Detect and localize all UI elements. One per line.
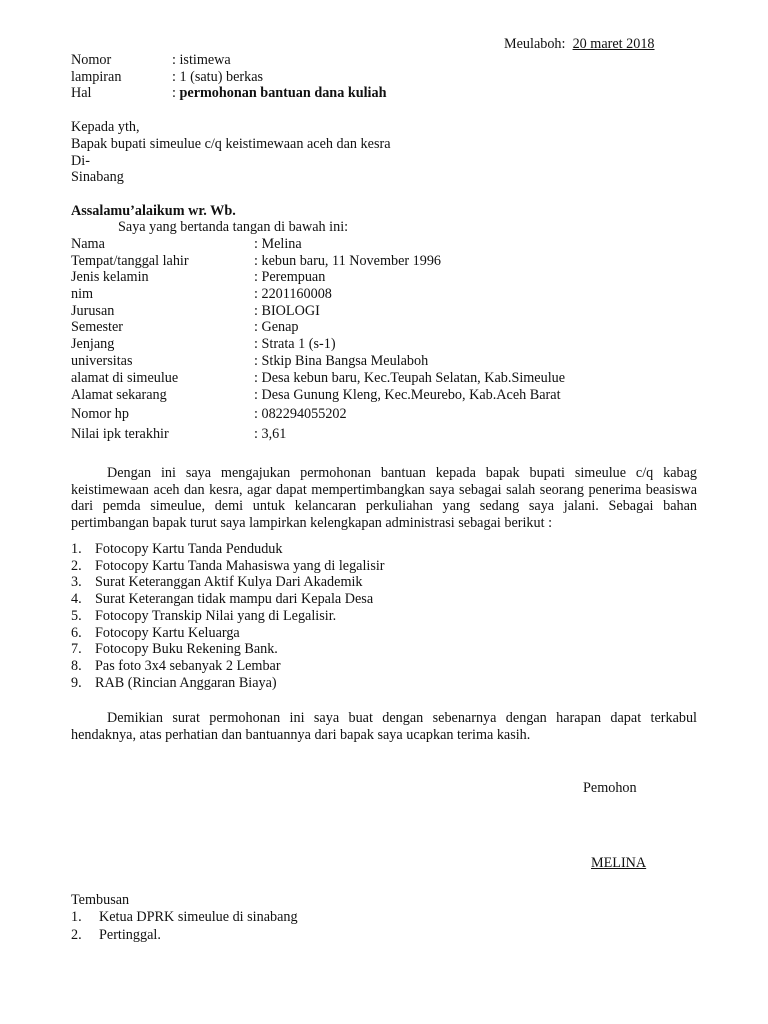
field-label: nim	[71, 286, 94, 302]
field-value: : Stkip Bina Bangsa Meulaboh	[254, 353, 429, 369]
list-number: 3.	[71, 574, 82, 590]
list-text: Fotocopy Kartu Keluarga	[95, 625, 240, 641]
hal-colon: :	[172, 85, 180, 101]
list-text: RAB (Rincian Anggaran Biaya)	[95, 675, 277, 691]
list-number: 2.	[71, 927, 82, 943]
list-text: Pas foto 3x4 sebanyak 2 Lembar	[95, 658, 281, 674]
field-value: : BIOLOGI	[254, 303, 320, 319]
field-value: : Desa Gunung Kleng, Kec.Meurebo, Kab.Aceh Barat	[254, 387, 561, 403]
lampiran-value: : 1 (satu) berkas	[172, 69, 264, 85]
list-number: 1.	[71, 541, 82, 557]
list-number: 4.	[71, 591, 82, 607]
recipient-line-4: Sinabang	[71, 169, 124, 185]
field-value: : kebun baru, 11 November 1996	[254, 253, 442, 269]
nomor-label: Nomor	[71, 52, 112, 68]
recipient-line-1: Kepada yth,	[71, 119, 140, 135]
hal-value	[172, 86, 387, 100]
list-text: Pertinggal.	[99, 927, 161, 943]
field-value: : 082294055202	[254, 406, 347, 422]
field-value: : Desa kebun baru, Kec.Teupah Selatan, Kab.Simeulue	[254, 370, 566, 386]
lampiran-label: lampiran	[71, 69, 122, 85]
recipient-line-3: Di-	[71, 153, 90, 169]
list-text: Ketua DPRK simeulue di sinabang	[99, 909, 298, 925]
list-text: Fotocopy Kartu Tanda Penduduk	[95, 541, 283, 557]
place-label: Meulaboh:	[504, 36, 566, 52]
field-label: Nomor hp	[71, 406, 129, 422]
field-value: : 2201160008	[254, 286, 332, 302]
greeting: Assalamu’alaikum wr. Wb.	[71, 203, 236, 219]
list-text: Surat Keteranggan Aktif Kulya Dari Akademik	[95, 574, 363, 590]
cc-title: Tembusan	[71, 892, 130, 908]
list-number: 2.	[71, 558, 82, 574]
field-label: Alamat sekarang	[71, 387, 167, 403]
nomor-value: : istimewa	[172, 52, 231, 68]
field-label: Jurusan	[71, 303, 115, 319]
field-value: : 3,61	[254, 426, 287, 442]
list-number: 9.	[71, 675, 82, 691]
hal-subject: permohonan bantuan dana kuliah	[179, 85, 387, 101]
field-label: universitas	[71, 353, 133, 369]
field-label: Tempat/tanggal lahir	[71, 253, 189, 269]
list-text: Fotocopy Buku Rekening Bank.	[95, 641, 278, 657]
field-label: Nama	[71, 236, 105, 252]
letter-date: 20 maret 2018	[572, 36, 655, 52]
list-number: 7.	[71, 641, 82, 657]
list-number: 6.	[71, 625, 82, 641]
list-text: Surat Keterangan tidak mampu dari Kepala Desa	[95, 591, 374, 607]
list-number: 8.	[71, 658, 82, 674]
field-label: Semester	[71, 319, 124, 335]
intro-line: Saya yang bertanda tangan di bawah ini:	[118, 219, 349, 235]
field-value: : Genap	[254, 319, 299, 335]
recipient-line-2: Bapak bupati simeulue c/q keistimewaan aceh dan kesra	[71, 136, 391, 152]
list-number: 5.	[71, 608, 82, 624]
list-text: Fotocopy Kartu Tanda Mahasiswa yang di legalisir	[95, 558, 385, 574]
field-label: Jenjang	[71, 336, 115, 352]
body-paragraph: Dengan ini saya mengajukan permohonan bantuan kepada bapak bupati simeulue c/q kabag keistimewaan aceh dan kesra, agar dapat mempertimbangkan saya sebagai salah seorang penerima beasiswa dari pemda simeulue, demi untuk kelancaran perkuliahan yang sedang saya jalani. Sebagai bahan pertimbangan bapak turut saya lampirkan kelengkapan administrasi sebagai berikut :	[71, 465, 697, 532]
signature-role: Pemohon	[583, 780, 637, 796]
field-value: : Strata 1 (s-1)	[254, 336, 336, 352]
field-label: Nilai ipk terakhir	[71, 426, 169, 442]
signature-name: MELINA	[591, 855, 647, 871]
hal-label: Hal	[71, 85, 92, 101]
field-label: Jenis kelamin	[71, 269, 149, 285]
place-date	[504, 37, 655, 51]
list-text: Fotocopy Transkip Nilai yang di Legalisir.	[95, 608, 337, 624]
field-value: : Melina	[254, 236, 302, 252]
field-label: alamat di simeulue	[71, 370, 179, 386]
list-number: 1.	[71, 909, 82, 925]
closing-paragraph: Demikian surat permohonan ini saya buat dengan sebenarnya dengan harapan dapat terkabul hendaknya, atas perhatian dan bantuannya dari bapak saya ucapkan terima kasih.	[71, 710, 697, 743]
field-value: : Perempuan	[254, 269, 326, 285]
